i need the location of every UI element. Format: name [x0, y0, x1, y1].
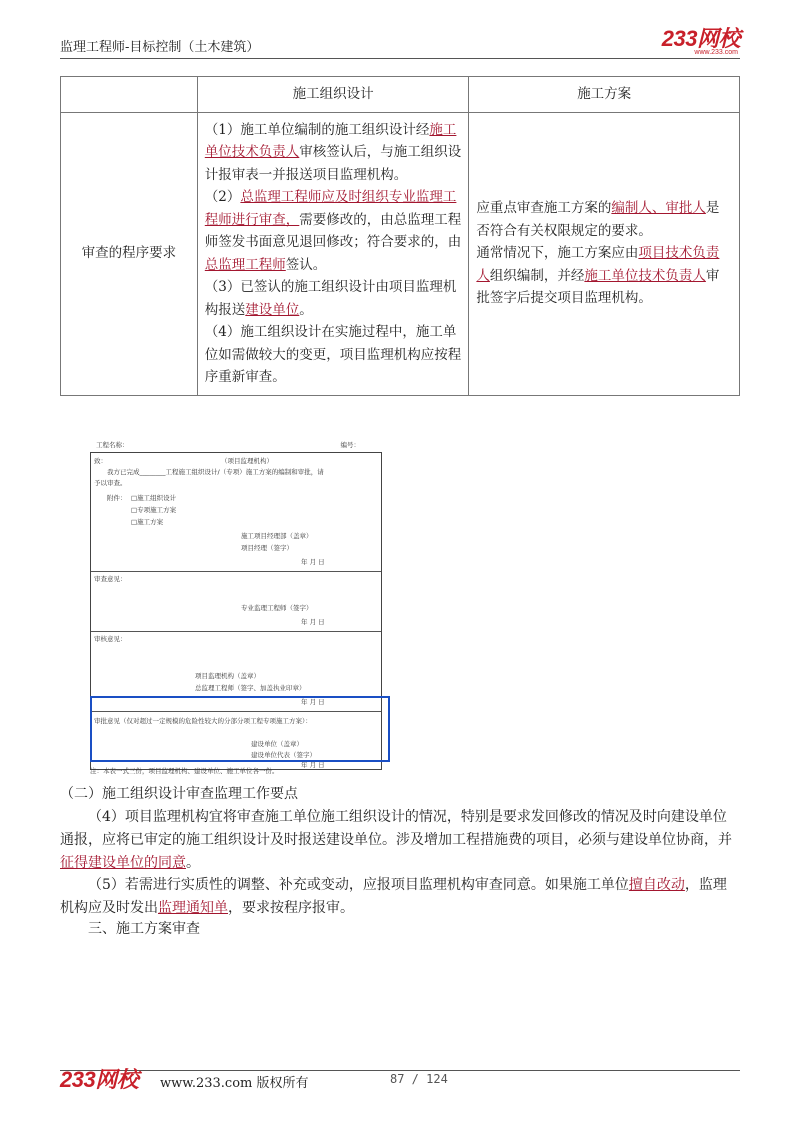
construction-plan-cell: [469, 112, 740, 395]
table-header-empty: [61, 77, 198, 113]
row-label: 审查的程序要求: [61, 112, 198, 395]
text: ，要求按程序报审。: [228, 900, 354, 916]
date-line: 年 月 日: [301, 698, 325, 706]
signature-line: 专业监理工程师（签字）: [241, 604, 313, 612]
text: 是否符合有关权限规定的要求。: [476, 200, 720, 239]
form-line: 予以审查。: [94, 479, 127, 487]
date-line: 年 月 日: [301, 618, 325, 626]
attachment-item: □施工组织设计: [131, 494, 177, 502]
text: （4）项目监理机构宜将审查施工单位施工组织设计的情况，特别是要求发回修改的情况及时向建设单位通报，应将已审定的施工组织设计及时报送建设单位。涉及增加工程措施费的项目，必须与建设单位协商，并: [60, 809, 732, 848]
section-heading: 三、施工方案审查: [88, 921, 200, 937]
text: 通常情况下，施工方案应由: [476, 245, 639, 262]
document-title: 监理工程师-目标控制（土木建筑）: [60, 40, 260, 55]
form-line: 我方已完成________工程施工组织设计/（专项）施工方案的编制和审批，请: [107, 468, 324, 476]
page-number: 87 / 124: [390, 1072, 448, 1086]
form-top: [96, 440, 390, 450]
text: 签认。: [285, 256, 327, 273]
form-section-review: [91, 571, 381, 632]
date-line: 年 月 日: [301, 761, 325, 769]
text: 审核签认后，与施工组织设计报审表一并报送项目监理机构。: [204, 144, 462, 183]
paragraph-5: [60, 874, 740, 920]
organization-design-cell: [197, 112, 469, 395]
highlight-text: 监理通知单: [158, 900, 228, 916]
project-name-label: 工程名称：: [96, 441, 129, 449]
highlight-text: 施工单位技术负责人: [204, 121, 457, 160]
signature-line: 建设单位代表（签字）: [251, 751, 316, 759]
page-header: [60, 22, 740, 59]
text: 需要修改的，由总监理工程师签发书面意见退回修改；符合要求的，由: [204, 211, 462, 250]
text: 应重点审查施工方案的: [476, 200, 612, 217]
brand-url: www.233.com: [694, 49, 738, 56]
highlight-text: 总监理工程师: [204, 256, 286, 273]
table-header-construction-plan: 施工方案: [469, 77, 740, 113]
attach-label: 附件：: [107, 494, 127, 502]
date-line: 年 月 日: [301, 558, 325, 566]
paragraph: [205, 186, 462, 276]
brand-logo[interactable]: 233网校: [661, 26, 740, 51]
text: 审批签字后提交项目监理机构。: [476, 267, 720, 307]
paragraph: [476, 242, 732, 310]
text: （3）已签认的施工组织设计由项目监理机构报送: [204, 279, 457, 318]
paragraph: （4）施工组织设计在实施过程中，施工单位如需做较大的变更，项目监理机构应按程序重新审查。: [204, 324, 462, 385]
text: （2）: [204, 189, 241, 205]
highlight-text: 擅自改动: [628, 877, 685, 893]
to-suffix: （项目监理机构）: [221, 457, 273, 465]
paragraph: [205, 119, 462, 187]
signature-line: 项目经理（签字）: [241, 544, 293, 552]
highlight-text: 编制人、审批人: [611, 200, 706, 217]
text: 。: [186, 855, 200, 871]
form-section-submit: [91, 453, 381, 572]
paragraph: [476, 197, 732, 242]
text: 组织编制，并经: [489, 267, 585, 284]
signature-line: 施工项目经理部（盖章）: [241, 532, 313, 540]
highlight-text: 建设单位: [245, 301, 300, 318]
approval-highlight-box: [90, 696, 390, 762]
table-row: [61, 112, 740, 395]
text: ，监理机构应及时发出: [60, 877, 727, 916]
text: 。: [299, 301, 313, 318]
table-header-organization-design: 施工组织设计: [197, 77, 469, 113]
highlight-text: 总监理工程师应及时组织专业监理工程师进行审查，: [204, 189, 457, 228]
signature-line: 总监理工程师（签字、加盖执业印章）: [195, 684, 306, 692]
highlight-text: 征得建设单位的同意: [60, 855, 186, 871]
table-header-row: [61, 77, 740, 113]
approve-label: 审批意见（仅对超过一定规模的危险性较大的分部分项工程专项施工方案）：: [94, 717, 312, 725]
footer-site[interactable]: www.233.com 版权所有: [160, 1076, 309, 1091]
form-note: 注：本表一式三份，项目监理机构、建设单位、施工单位各一份。: [90, 767, 279, 775]
footer-logo[interactable]: 233网校: [60, 1067, 139, 1092]
highlight-text: 施工单位技术负责人: [584, 267, 706, 284]
review-label: 审查意见：: [94, 575, 127, 583]
attachment-item: □施工方案: [131, 518, 164, 526]
review-form-image: [90, 438, 390, 776]
text: （5）若需进行实质性的调整、补充或变动，应报项目监理机构审查同意。如果施工单位: [88, 877, 629, 893]
to-label: 致：: [94, 457, 107, 465]
highlight-text: 项目技术负责人: [476, 245, 720, 284]
comparison-table: [60, 76, 740, 396]
section-heading: （二）施工组织设计审查监理工作要点: [60, 786, 298, 802]
text: （1）施工单位编制的施工组织设计经: [204, 121, 430, 138]
page-footer: [60, 1067, 740, 1111]
signature-line: 项目监理机构（盖章）: [195, 672, 260, 680]
paragraph: [205, 276, 462, 321]
signature-line: 建设单位（盖章）: [251, 740, 303, 748]
attachment-item: □专项施工方案: [131, 506, 177, 514]
audit-label: 审核意见：: [94, 635, 127, 643]
number-label: 编号：: [340, 441, 360, 449]
paragraph-4: [60, 806, 740, 875]
